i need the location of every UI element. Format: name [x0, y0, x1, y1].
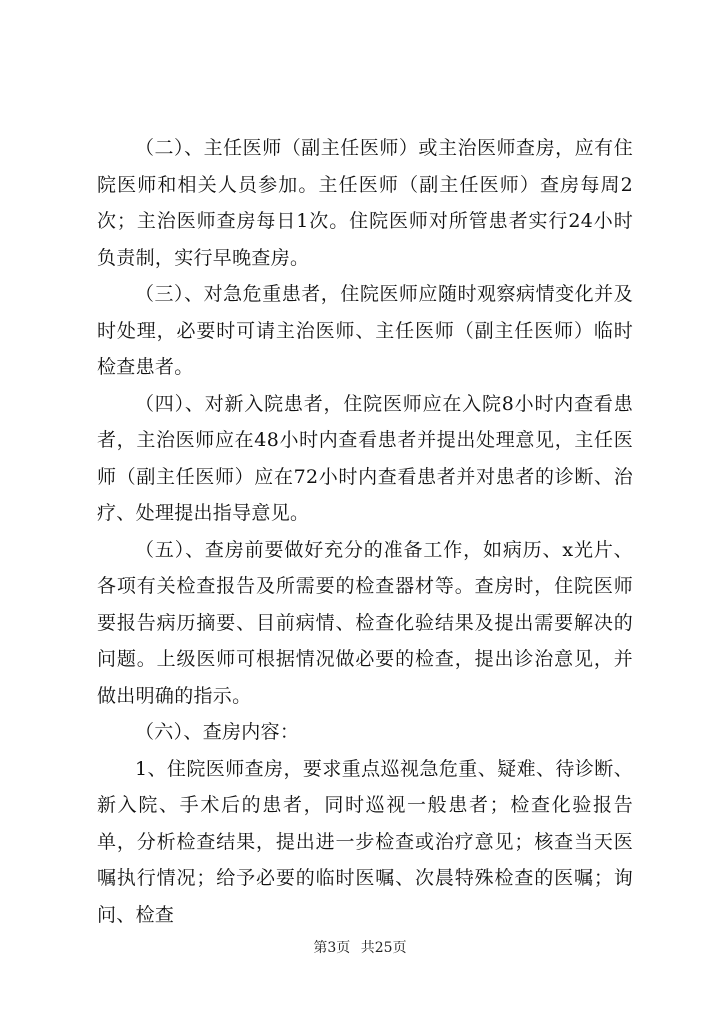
page-total: 共25页 — [360, 940, 407, 956]
paragraph-rounds-content-heading: （六）、查房内容： — [135, 721, 300, 743]
document-body — [97, 130, 633, 933]
paragraph-senior-rounds: （二）、主任医师（副主任医师）或主治医师查房，应有住院医师和相关人员参加。主任医师（副主任医师）查房每周2次；主治医师查房每日1次。住院医师对所管患者实行24小时负责制，实行早晚查房。 — [97, 137, 633, 269]
paragraph-new-admissions: （四）、对新入院患者，住院医师应在入院8小时内查看患者，主治医师应在48小时内查看患者并提出处理意见，主任医师（副主任医师）应在72小时内查看患者并对患者的诊断、治疗、处理提出指导意见。 — [97, 392, 633, 524]
paragraph-preparation: （五）、查房前要做好充分的准备工作，如病历、x光片、各项有关检查报告及所需要的检查器材等。查房时，住院医师要报告病历摘要、目前病情、检查化验结果及提出需要解决的问题。上级医师可根据情况做必要的检查，提出诊治意见，并做出明确的指示。 — [97, 538, 633, 707]
page-number: 第3页 — [313, 940, 351, 956]
paragraph-critical-patients: （三）、对急危重患者，住院医师应随时观察病情变化并及时处理，必要时可请主治医师、主任医师（副主任医师）临时检查患者。 — [97, 283, 633, 378]
paragraph-resident-rounds: 1、住院医师查房，要求重点巡视急危重、疑难、待诊断、新入院、手术后的患者，同时巡视一般患者；检查化验报告单，分析检查结果，提出进一步检查或治疗意见；核查当天医嘱执行情况；给予必要的临时医嘱、次晨特殊检查的医嘱；询问、检查 — [97, 757, 633, 926]
page-footer — [0, 937, 720, 957]
